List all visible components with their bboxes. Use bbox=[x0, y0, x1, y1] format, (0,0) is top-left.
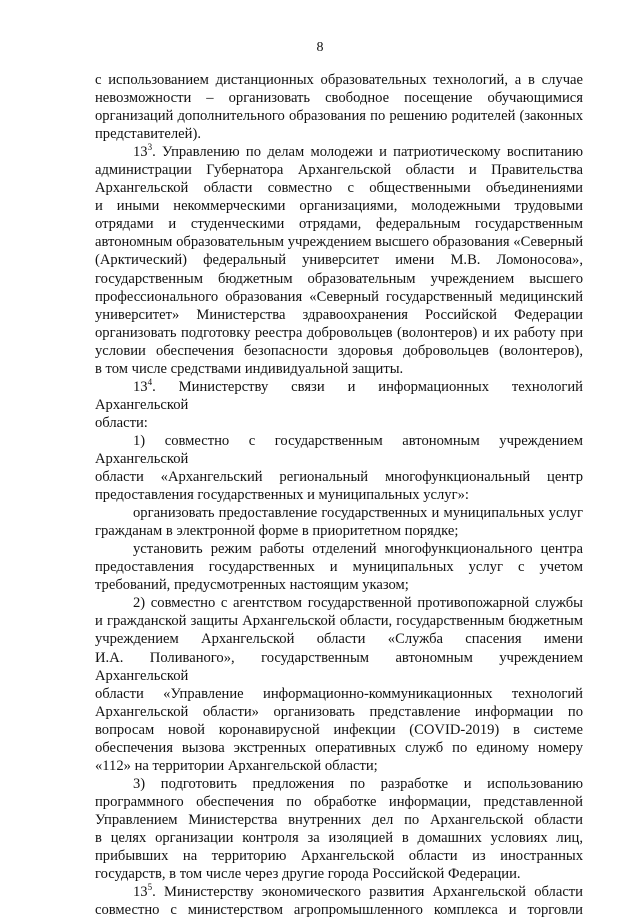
item-number: 13 bbox=[133, 378, 148, 395]
paragraph-line: невозможности – организовать свободное посещение обучающимися bbox=[95, 90, 583, 107]
paragraph-line: 1) совместно с государственным автономным учреждением Архангельской bbox=[95, 432, 583, 467]
item-superscript: 5 bbox=[147, 882, 153, 893]
paragraph-line: организовать подготовку реестра добровольцев (волонтеров) и их работу при bbox=[95, 324, 583, 341]
paragraph-line: организовать предоставление государственных и муниципальных услуг bbox=[133, 505, 583, 522]
paragraph-line: гражданам в электронной форме в приоритетном порядке; bbox=[95, 523, 459, 540]
paragraph-line: области: bbox=[95, 414, 148, 431]
paragraph-line: области «Управление информационно-коммуникационных технологий bbox=[95, 685, 583, 702]
paragraph-line: совместно с министерством агропромышленного комплекса и торговли bbox=[95, 902, 583, 919]
paragraph-line: Архангельской области» организовать представление информации по bbox=[95, 703, 583, 720]
item-number: 13 bbox=[133, 144, 148, 161]
paragraph-line: прибывших на территорию Архангельской области из иностранных bbox=[95, 848, 583, 865]
paragraph-line: отрядами и студенческими отрядами, федеральным государственным bbox=[95, 216, 583, 233]
paragraph-line: программного обеспечения по обработке информации, представленной bbox=[95, 793, 583, 810]
paragraph-line: вопросам новой коронавирусной инфекции (COVID-2019) в системе bbox=[95, 721, 583, 738]
paragraph-line: в том числе средствами индивидуальной защиты. bbox=[95, 360, 404, 377]
paragraph-line: государств, в том числе через другие города Российской Федерации. bbox=[95, 866, 521, 883]
item-number: 13 bbox=[133, 884, 148, 901]
paragraph-line: «112» на территории Архангельской области; bbox=[95, 757, 378, 774]
paragraph-line: (Арктический) федеральный университет имени М.В. Ломоносова», bbox=[95, 252, 583, 269]
paragraph-line bbox=[95, 378, 583, 414]
page-number: 8 bbox=[316, 40, 324, 55]
paragraph-line: и иными некоммерческими организациями, молодежными трудовыми bbox=[95, 198, 583, 215]
paragraph-line: Управлением Министерства внутренних дел по Архангельской области bbox=[95, 811, 583, 828]
paragraph-text: . Министерству экономического развития Архангельской области bbox=[152, 884, 583, 901]
paragraph-line: государственным бюджетным образовательным учреждением высшего bbox=[95, 270, 583, 287]
paragraph-line: администрации Губернатора Архангельской области и Правительства bbox=[95, 162, 583, 179]
paragraph-line: Архангельской области совместно с общественными объединениями bbox=[95, 180, 583, 197]
paragraph-line: установить режим работы отделений многофункционального центра bbox=[133, 541, 583, 558]
paragraph-line: организаций дополнительного образования по решению родителей (законных bbox=[95, 108, 583, 125]
paragraph-line: И.А. Поливаного», государственным автономным учреждением Архангельской bbox=[95, 649, 583, 684]
paragraph-line: университет» Министерства здравоохранения Российской Федерации bbox=[95, 306, 583, 323]
paragraph-line bbox=[95, 143, 583, 161]
paragraph-line: в целях организации контроля за изоляцией в домашних условиях лиц, bbox=[95, 829, 583, 846]
paragraph-line: с использованием дистанционных образовательных технологий, а в случае bbox=[95, 72, 583, 88]
paragraph-line: условии обеспечения безопасности здоровья добровольцев (волонтеров), bbox=[95, 342, 583, 359]
paragraph-line: требований, предусмотренных настоящим указом; bbox=[95, 577, 409, 594]
paragraph-line: учреждением Архангельской области «Служба спасения имени bbox=[95, 631, 583, 648]
paragraph-line: предоставления государственных и муниципальных услуг с учетом bbox=[95, 559, 583, 576]
paragraph-line: 3) подготовить предложения по разработке и использованию bbox=[133, 775, 583, 792]
paragraph-line: 2) совместно с агентством государственной противопожарной службы bbox=[133, 595, 583, 612]
paragraph-line: области «Архангельский региональный многофункциональный центр bbox=[95, 469, 583, 486]
paragraph-line: автономным образовательным учреждением высшего образования «Северный bbox=[95, 234, 583, 251]
paragraph-line: представителей). bbox=[95, 126, 201, 143]
item-superscript: 4 bbox=[147, 376, 153, 387]
paragraph-line: профессионального образования «Северный государственный медицинский bbox=[95, 288, 583, 305]
paragraph-text: . Министерству связи и информационных технологий Архангельской bbox=[95, 378, 583, 413]
document-body bbox=[95, 71, 583, 919]
item-superscript: 3 bbox=[147, 142, 153, 153]
paragraph-line: и гражданской защиты Архангельской области, государственным бюджетным bbox=[95, 613, 583, 630]
paragraph-text: . Управлению по делам молодежи и патриотическому воспитанию bbox=[152, 144, 583, 161]
paragraph-line: предоставления государственных и муниципальных услуг»: bbox=[95, 487, 469, 504]
paragraph-line: обеспечения вызова экстренных оперативных служб по единому номеру bbox=[95, 739, 583, 756]
paragraph-line bbox=[95, 883, 583, 901]
